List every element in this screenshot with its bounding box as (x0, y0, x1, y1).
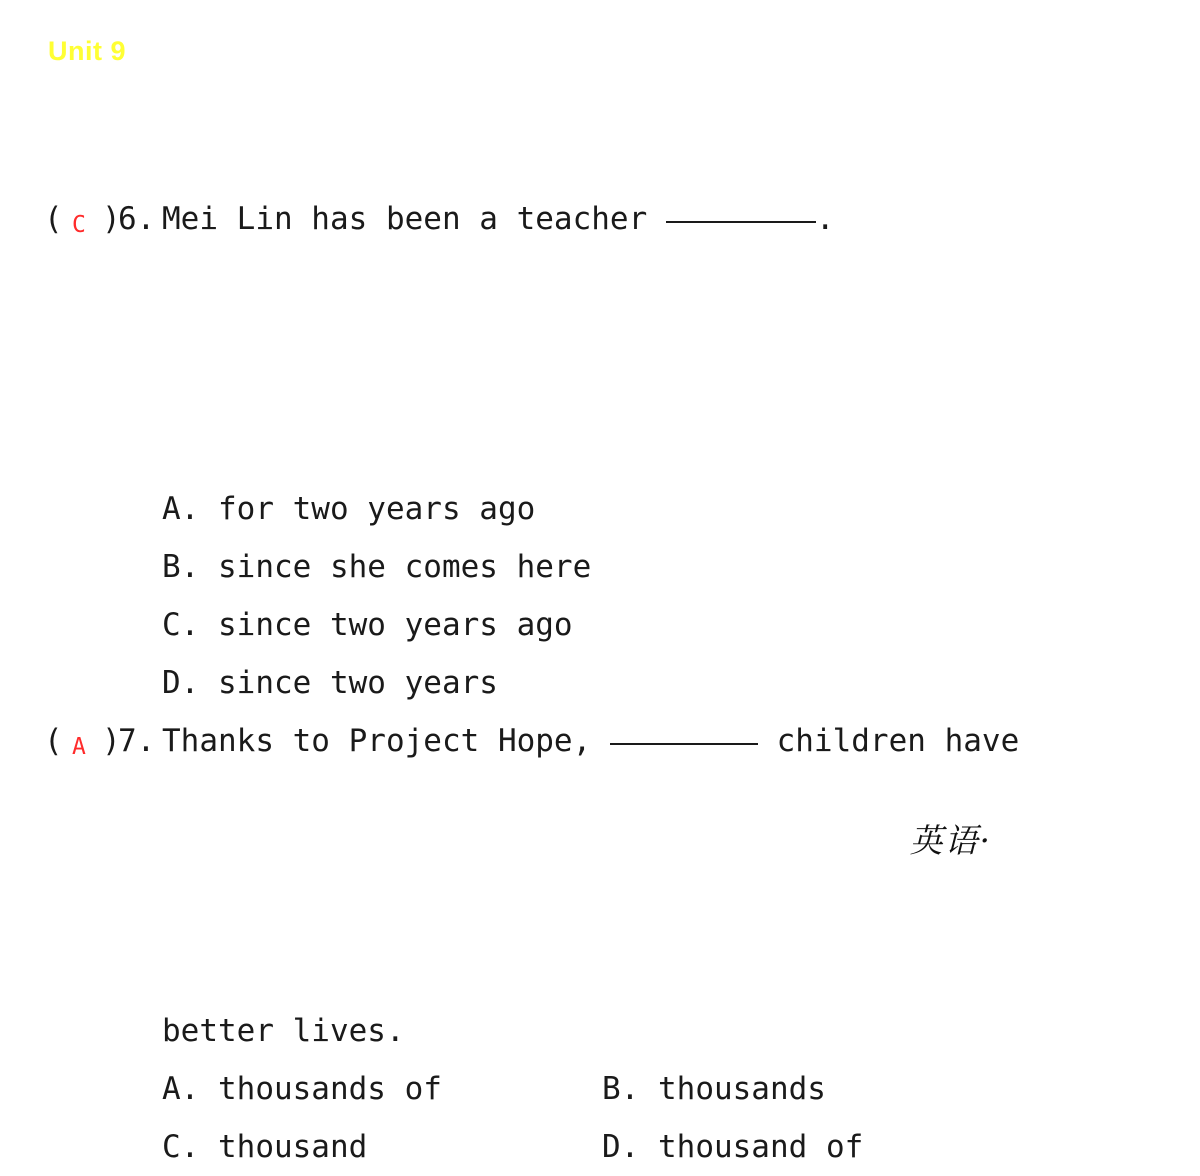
answer-bracket (44, 190, 121, 480)
option-row (44, 538, 1164, 596)
option-c: C. thousand (162, 1129, 368, 1165)
option-c: C. since two years ago (162, 607, 573, 643)
question-row (44, 190, 1164, 480)
paren-left: ( (44, 201, 63, 237)
option-d: D. since two years (162, 665, 498, 701)
option-row (44, 654, 1164, 712)
question-continuation: better lives. (162, 1013, 405, 1049)
question-stem (162, 712, 1164, 770)
stem-after: . (815, 201, 835, 237)
option-row (44, 1118, 1164, 1176)
answer-bracket (44, 712, 121, 1002)
question-number: 6. (118, 201, 156, 237)
option-a: A. for two years ago (162, 491, 536, 527)
answer-letter: A (72, 734, 86, 760)
stem-after: children have (757, 723, 1020, 759)
question-row (44, 712, 1164, 1002)
option-b: B. since she comes here (162, 549, 592, 585)
stem-before: Mei Lin has been a teacher (162, 201, 666, 237)
option-a: A. thousands of (162, 1071, 442, 1107)
option-d: D. thousand of (602, 1129, 864, 1165)
question-stem (162, 190, 1164, 248)
option-row (44, 1060, 1164, 1118)
option-b: B. thousands (602, 1071, 826, 1107)
unit-title: Unit 9 (48, 36, 127, 66)
answer-letter: C (72, 212, 86, 238)
answer-blank (610, 743, 758, 745)
question-number: 7. (118, 723, 156, 759)
option-row (44, 596, 1164, 654)
option-row (44, 480, 1164, 538)
footer-label: 英语· (909, 821, 992, 860)
answer-blank (666, 221, 816, 223)
questions-container (44, 190, 1164, 1176)
paren-right: ) (102, 723, 121, 759)
stem-before: Thanks to Project Hope, (162, 723, 610, 759)
paren-left: ( (44, 723, 63, 759)
paren-right: ) (102, 201, 121, 237)
